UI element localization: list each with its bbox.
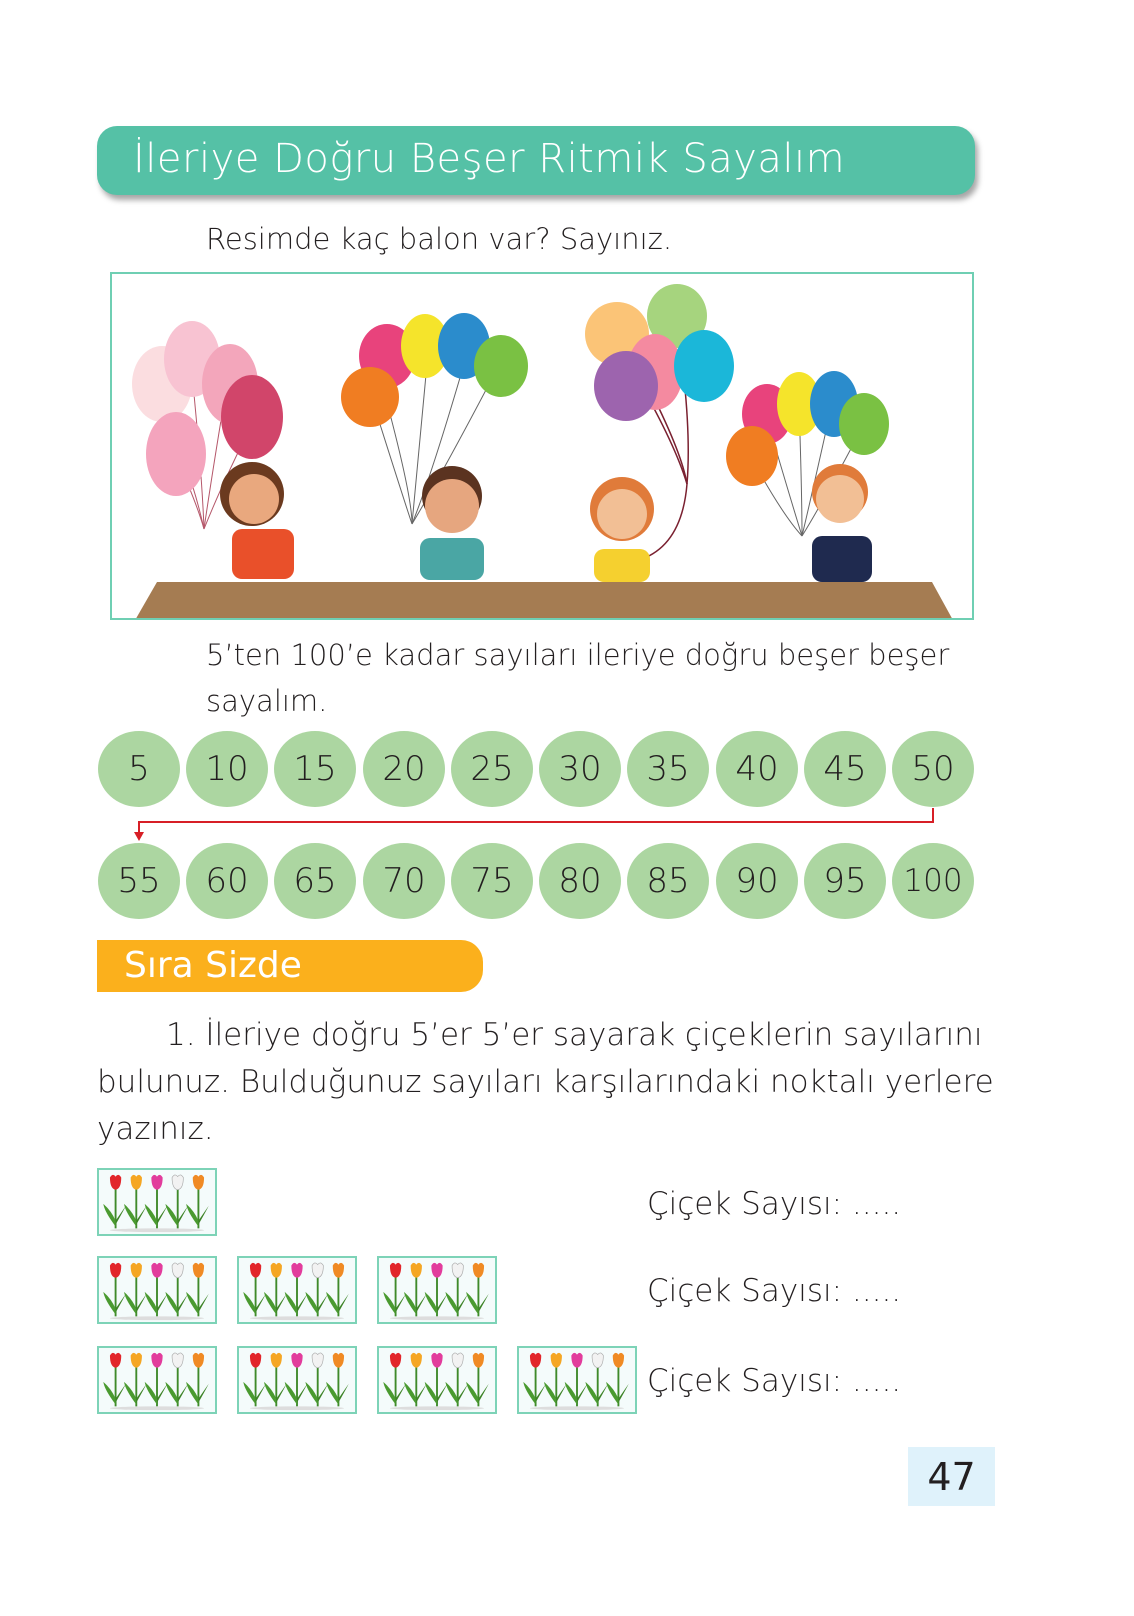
number-circle: 10 xyxy=(186,731,268,807)
tulip-icon xyxy=(103,1353,126,1406)
tulips-image xyxy=(99,1348,215,1412)
tulip-icon xyxy=(103,1175,126,1228)
tulip-icon xyxy=(466,1263,489,1316)
tulip-icon xyxy=(383,1353,406,1406)
flower-group-box xyxy=(237,1346,357,1414)
tulip-icon xyxy=(285,1353,308,1406)
counting-instruction-line-2: sayalım. xyxy=(206,684,328,718)
number-circle: 85 xyxy=(627,843,709,919)
number-circle: 5 xyxy=(98,731,180,807)
balloon-illustration xyxy=(110,272,974,620)
number-circle: 75 xyxy=(451,843,533,919)
flower-count-answer[interactable]: Çiçek Sayısı: ..... xyxy=(647,1186,902,1222)
number-circle: 65 xyxy=(274,843,356,919)
tulip-icon xyxy=(243,1353,266,1406)
tulip-icon xyxy=(243,1263,266,1316)
tulip-icon xyxy=(165,1263,188,1316)
number-circle: 25 xyxy=(451,731,533,807)
number-circle: 45 xyxy=(804,731,886,807)
tulip-icon xyxy=(264,1263,287,1316)
flower-count-answer[interactable]: Çiçek Sayısı: ..... xyxy=(647,1363,902,1399)
tulips-image xyxy=(239,1348,355,1412)
tulip-icon xyxy=(186,1263,209,1316)
tulip-icon xyxy=(445,1263,468,1316)
tulip-icon xyxy=(285,1263,308,1316)
number-circle: 55 xyxy=(98,843,180,919)
child-2 xyxy=(420,466,484,580)
tulip-icon xyxy=(124,1175,147,1228)
tulip-icon xyxy=(145,1175,168,1228)
section-banner-label: Sıra Sizde xyxy=(124,945,302,986)
number-circle: 80 xyxy=(539,843,621,919)
tulip-icon xyxy=(186,1353,209,1406)
flower-group-box xyxy=(97,1346,217,1414)
number-circle: 30 xyxy=(539,731,621,807)
tulip-icon xyxy=(544,1353,567,1406)
number-circle: 95 xyxy=(804,843,886,919)
title-bar xyxy=(97,126,975,195)
tulip-icon xyxy=(383,1263,406,1316)
number-circle: 50 xyxy=(892,731,974,807)
tulips-image xyxy=(99,1170,215,1234)
tulip-icon xyxy=(145,1263,168,1316)
section-banner xyxy=(97,940,483,992)
tulip-icon xyxy=(445,1353,468,1406)
balloon-question: Resimde kaç balon var? Sayınız. xyxy=(206,222,673,256)
flower-group-box xyxy=(377,1256,497,1324)
tulip-icon xyxy=(145,1353,168,1406)
number-circle: 40 xyxy=(716,731,798,807)
tulip-icon xyxy=(305,1353,328,1406)
flower-group-box xyxy=(97,1256,217,1324)
page-title: İleriye Doğru Beşer Ritmik Sayalım xyxy=(133,136,846,182)
exercise-line-3: yazınız. xyxy=(97,1111,214,1147)
flower-group-box xyxy=(237,1256,357,1324)
tulip-icon xyxy=(326,1353,349,1406)
tulip-icon xyxy=(186,1175,209,1228)
tulip-icon xyxy=(606,1353,629,1406)
number-circle: 100 xyxy=(892,843,974,919)
tulip-icon xyxy=(404,1353,427,1406)
exercise-line-2: bulunuz. Bulduğunuz sayıları karşılarındaki noktalı yerlere xyxy=(97,1064,994,1100)
exercise-line-1: 1. İleriye doğru 5’er 5’er sayarak çiçeklerin sayılarını xyxy=(166,1017,983,1053)
tulip-icon xyxy=(124,1263,147,1316)
number-circle: 60 xyxy=(186,843,268,919)
number-circle: 35 xyxy=(627,731,709,807)
tulip-icon xyxy=(264,1353,287,1406)
tulips-image xyxy=(379,1258,495,1322)
tulip-icon xyxy=(425,1353,448,1406)
tulip-icon xyxy=(165,1175,188,1228)
flower-group-box xyxy=(97,1168,217,1236)
tulips-image xyxy=(99,1258,215,1322)
child-3 xyxy=(590,477,654,582)
page-number: 47 xyxy=(908,1447,995,1506)
tulip-icon xyxy=(425,1263,448,1316)
child-1 xyxy=(220,462,294,579)
child-4 xyxy=(812,464,872,582)
number-circle: 15 xyxy=(274,731,356,807)
tulip-icon xyxy=(565,1353,588,1406)
tulip-icon xyxy=(124,1353,147,1406)
flower-count-answer[interactable]: Çiçek Sayısı: ..... xyxy=(647,1273,902,1309)
tulips-image xyxy=(239,1258,355,1322)
tulip-icon xyxy=(103,1263,126,1316)
tulip-icon xyxy=(165,1353,188,1406)
tulip-icon xyxy=(326,1263,349,1316)
flower-group-box xyxy=(517,1346,637,1414)
tulip-icon xyxy=(305,1263,328,1316)
tulips-image xyxy=(379,1348,495,1412)
counting-instruction-line-1: 5’ten 100’e kadar sayıları ileriye doğru beşer beşer xyxy=(206,638,950,672)
tulip-icon xyxy=(585,1353,608,1406)
tulip-icon xyxy=(523,1353,546,1406)
table xyxy=(134,582,954,620)
flower-group-box xyxy=(377,1346,497,1414)
number-circle: 70 xyxy=(363,843,445,919)
tulip-icon xyxy=(404,1263,427,1316)
tulip-icon xyxy=(466,1353,489,1406)
number-circle: 20 xyxy=(363,731,445,807)
number-circle: 90 xyxy=(716,843,798,919)
tulips-image xyxy=(519,1348,635,1412)
